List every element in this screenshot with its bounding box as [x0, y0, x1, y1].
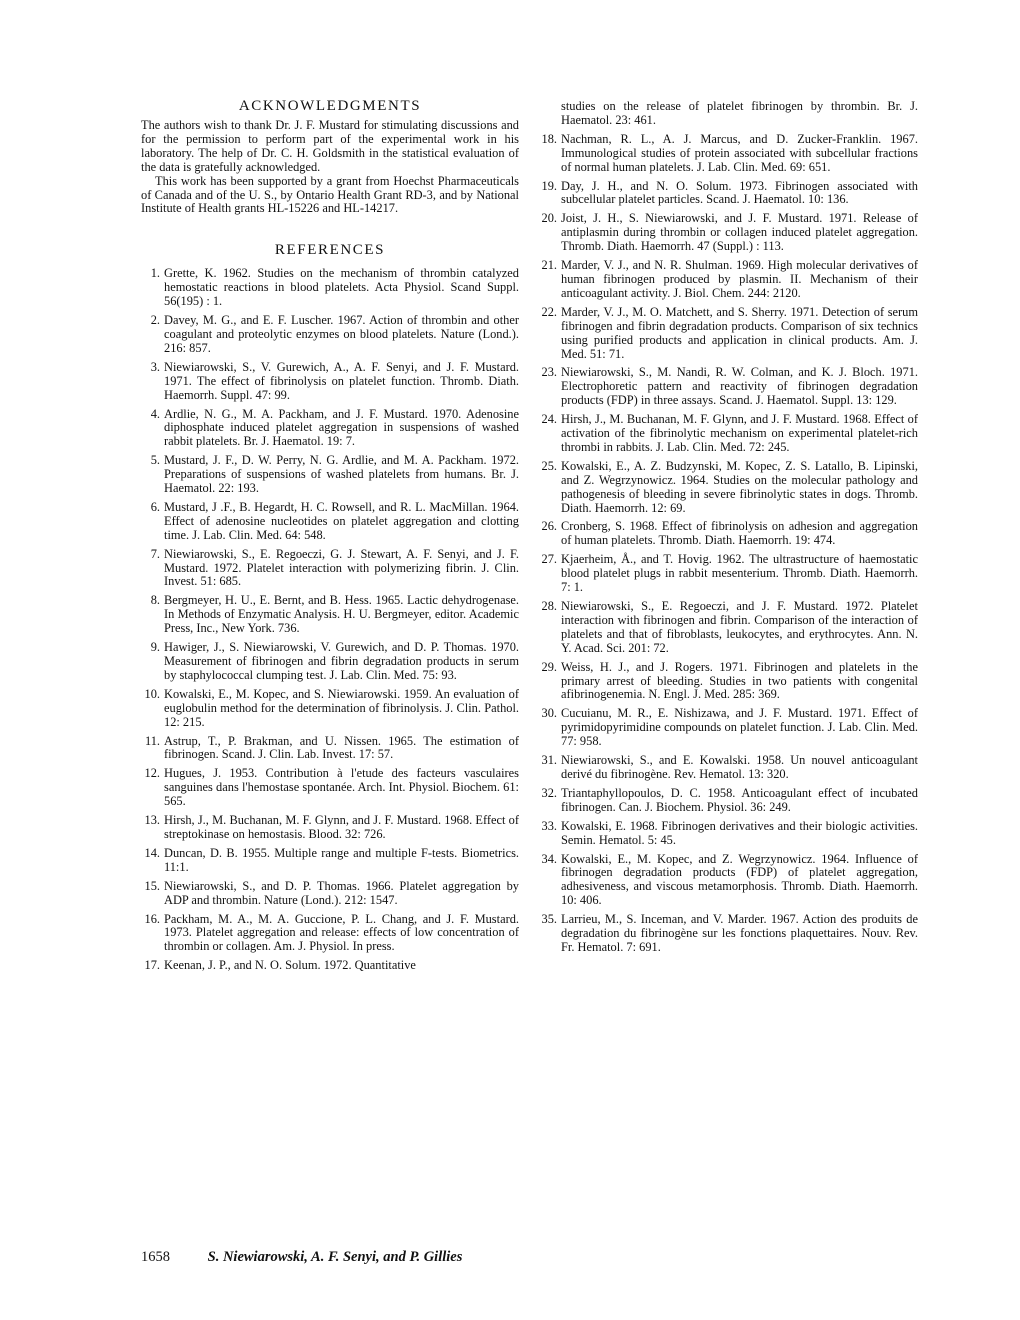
- reference-item: [141, 959, 519, 973]
- page-number: 1658: [141, 1249, 170, 1265]
- reference-list-left: [141, 267, 519, 973]
- reference-number: 22.: [541, 304, 557, 319]
- reference-text: Kjaerheim, Å., and T. Hovig. 1962. The ultrastructure of haemostatic blood platelet plugs in rabbit mesenterium. Thromb. Diath. Haemorrh. 7: 1.: [561, 552, 918, 595]
- reference-number: 5.: [150, 453, 160, 468]
- reference-item: [141, 688, 519, 730]
- reference-number: 33.: [541, 818, 557, 833]
- reference-text: Weiss, H. J., and J. Rogers. 1971. Fibrinogen and platelets in the primary arrest of bleeding. Studies in two patients with congenital afibrinogenemia. N. Engl. J. Med. 285: 369.: [561, 659, 918, 702]
- reference-number: 30.: [541, 706, 557, 721]
- reference-item: [141, 913, 519, 955]
- reference-number: 31.: [541, 753, 557, 768]
- reference-item: [141, 267, 519, 309]
- reference-text: Hirsh, J., M. Buchanan, M. F. Glynn, and J. F. Mustard. 1968. Effect of streptokinase on hemostasis. Blood. 32: 726.: [164, 813, 519, 841]
- reference-item: [141, 548, 519, 590]
- left-column: [141, 98, 519, 978]
- reference-number: 14.: [144, 845, 160, 860]
- reference-text: Kowalski, E., M. Kopec, and Z. Wegrzynowicz. 1964. Influence of fibrinogen degradation products (FDP) of platelet aggregation, adhesiveness, and viscous metamorphosis. Thromb. Diath. Haemorrh. 10: 406.: [561, 851, 918, 908]
- reference-text: Packham, M. A., M. A. Guccione, P. L. Chang, and J. F. Mustard. 1973. Platelet aggregation and release: effects of low concentration of thrombin or collagen. Am. J. Physiol. In press.: [164, 911, 519, 954]
- reference-number: 11.: [144, 733, 160, 748]
- reference-number: 28.: [541, 599, 557, 613]
- reference-text: Niewiarowski, S., M. Nandi, R. W. Colman, and K. J. Bloch. 1971. Electrophoretic pattern and reactivity of fibrinogen degradation products (FDP) in three assays. Scand. J. Haematol. Suppl. 13: 129.: [561, 365, 918, 408]
- reference-number: 21.: [541, 258, 557, 273]
- reference-text: Niewiarowski, S., and D. P. Thomas. 1966. Platelet aggregation by ADP and thrombin. Nature (Lond.). 212: 1547.: [164, 878, 519, 907]
- reference-number: 8.: [150, 593, 160, 608]
- reference-number: 24.: [541, 412, 557, 427]
- reference-item: [538, 820, 918, 848]
- reference-item: [538, 787, 918, 815]
- reference-item: [141, 880, 519, 908]
- reference-item: [538, 913, 918, 955]
- reference-number: 4.: [150, 406, 160, 421]
- right-column: [538, 100, 918, 960]
- reference-text: Astrup, T., P. Brakman, and U. Nissen. 1965. The estimation of fibrinogen. Scand. J. Clin. Lab. Invest. 17: 57.: [164, 733, 519, 762]
- acknowledgments-heading: ACKNOWLEDGMENTS: [238, 98, 422, 114]
- reference-item: [538, 306, 918, 362]
- acknowledgments-paragraph: The authors wish to thank Dr. J. F. Mustard for stimulating discussions and for the permission to perform part of the experimental work in his laboratory. The help of Dr. C. H. Goldsmith in the statistical evaluation of the data is gratefully acknowledged.: [141, 118, 519, 174]
- reference-text: Grette, K. 1962. Studies on the mechanism of thrombin catalyzed hemostatic reactions in blood platelets. Acta Physiol. Scand Suppl. 56(195) : 1.: [164, 266, 519, 309]
- reference-item: [141, 361, 519, 403]
- reference-item: [141, 408, 519, 450]
- reference-text: Marder, V. J., and N. R. Shulman. 1969. High molecular derivatives of human fibrinogen produced by plasmin. II. Mechanism of their anticoagulant activity. J. Biol. Chem. 244: 2120.: [561, 258, 918, 300]
- reference-item: [538, 600, 918, 656]
- reference-number: 23.: [541, 365, 557, 380]
- reference-item: [141, 314, 519, 356]
- reference-text: Mustard, J .F., B. Hegardt, H. C. Rowsell, and R. L. MacMillan. 1964. Effect of adenosine nucleotides on platelet aggregation and clotting time. J. Lab. Clin. Med. 64: 548.: [164, 499, 519, 542]
- reference-text: Kowalski, E., A. Z. Budzynski, M. Kopec, Z. S. Latallo, B. Lipinski, and Z. Wegrzynowicz. 1964. Studies on the molecular pathology and pathogenesis of bleeding in severe fibrinolytic states in dogs. Thromb. Diath. Haemorrh. 12: 69.: [561, 458, 918, 515]
- reference-number: 7.: [150, 546, 160, 561]
- reference-item: [538, 259, 918, 301]
- reference-number: 10.: [144, 686, 160, 701]
- reference-text: Cucuianu, M. R., E. Nishizawa, and J. F. Mustard. 1971. Effect of pyrimidopyrimidine compounds on platelet function. J. Lab. Clin. Med. 77: 958.: [561, 706, 918, 749]
- running-authors: S. Niewiarowski, A. F. Senyi, and P. Gillies: [207, 1249, 463, 1265]
- reference-number: 17.: [144, 958, 160, 973]
- reference-item: [538, 553, 918, 595]
- reference-number: 35.: [541, 912, 557, 927]
- reference-item: [141, 641, 519, 683]
- reference-number: 34.: [541, 851, 557, 866]
- reference-item: [538, 853, 918, 909]
- reference-text: Ardlie, N. G., M. A. Packham, and J. F. Mustard. 1970. Adenosine diphosphate induced platelet aggregation in suspensions of washed rabbit platelets. Br. J. Haematol. 19: 7.: [164, 406, 519, 449]
- funding-paragraph: This work has been supported by a grant from Hoechst Pharmaceuticals of Canada and of the U. S., by Ontario Health Grant RD-3, and by National Institute of Health grants HL-15226 and HL-14217.: [141, 173, 519, 216]
- reference-number: 20.: [541, 211, 557, 226]
- reference-text: Hawiger, J., S. Niewiarowski, V. Gurewich, and D. P. Thomas. 1970. Measurement of fibrinogen and fibrin degradation products in serum by staphylococcal clumping test. J. Lab. Clin. Med. 75: 93.: [164, 640, 519, 682]
- reference-item: [141, 501, 519, 543]
- reference-number: 13.: [144, 813, 160, 828]
- reference-item: [538, 180, 918, 208]
- reference-item: [538, 661, 918, 703]
- reference-number: 12.: [144, 766, 160, 781]
- reference-item: [141, 735, 519, 763]
- reference-number: 18.: [541, 131, 557, 146]
- reference-list-right: [538, 133, 918, 955]
- reference-item: [538, 366, 918, 408]
- references-heading: REFERENCES: [274, 242, 386, 259]
- reference-text: Day, J. H., and N. O. Solum. 1973. Fibrinogen associated with subcellular platelet particles. Scand. J. Haematol. 10: 136.: [561, 178, 918, 207]
- reference-text: Duncan, D. B. 1955. Multiple range and multiple F-tests. Biometrics. 11:1.: [164, 845, 519, 874]
- reference-item: [141, 847, 519, 875]
- reference-number: 9.: [150, 640, 160, 655]
- reference-item: [538, 707, 918, 749]
- reference-item: [141, 814, 519, 842]
- reference-text: Marder, V. J., M. O. Matchett, and S. Sherry. 1971. Detection of serum fibrinogen and fibrin degradation products. Comparison of six technics using purified products and application in clinical products. Am. J. Med. 51: 71.: [561, 304, 918, 361]
- reference-text: Niewiarowski, S., E. Regoeczi, G. J. Stewart, A. F. Senyi, and J. F. Mustard. 1972. Platelet interaction with polymerizing fibrin. J. Clin. Invest. 51: 685.: [164, 546, 519, 589]
- reference-text: Nachman, R. L., A. J. Marcus, and D. Zucker-Franklin. 1967. Immunological studies of protein associated with subcellular fractions of normal human platelets. J. Lab. Clin. Med. 69: 651.: [561, 131, 918, 174]
- reference-text: Larrieu, M., S. Inceman, and V. Marder. 1967. Action des produits de degradation du fibrinogène sur les fonctions plaquettaires. Nouv. Rev. Fr. Hematol. 7: 691.: [561, 912, 918, 954]
- reference-number: 27.: [541, 552, 557, 567]
- reference-text: Niewiarowski, S., and E. Kowalski. 1958. Un nouvel anticoagulant derivé du fibrinogène. Rev. Hematol. 13: 320.: [561, 753, 918, 781]
- reference-item: [538, 212, 918, 254]
- reference-number: 19.: [541, 178, 557, 193]
- reference-text: Bergmeyer, H. U., E. Bernt, and B. Hess. 1965. Lactic dehydrogenase. In Methods of Enzymatic Analysis. H. U. Bergmeyer, editor. Academic Press, Inc., New York. 736.: [164, 593, 519, 636]
- reference-item: [141, 454, 519, 496]
- reference-text: Kowalski, E., M. Kopec, and S. Niewiarowski. 1959. An evaluation of euglobulin method for the determination of fibrinolysis. J. Clin. Pathol. 12: 215.: [164, 686, 519, 729]
- reference-number: 16.: [144, 911, 160, 926]
- reference-text: Joist, J. H., S. Niewiarowski, and J. F. Mustard. 1971. Release of antiplasmin during thrombin or collagen induced platelet aggregation. Thromb. Diath. Haemorrh. 47 (Suppl.) : 113.: [561, 211, 918, 254]
- reference-item: [141, 594, 519, 636]
- reference-number: 29.: [541, 659, 557, 674]
- reference-text: Keenan, J. P., and N. O. Solum. 1972. Quantitative: [164, 958, 416, 973]
- reference-number: 1.: [150, 266, 160, 281]
- reference-text: Kowalski, E. 1968. Fibrinogen derivatives and their biologic activities. Semin. Hematol. 5: 45.: [561, 818, 918, 847]
- reference-text: Triantaphyllopoulos, D. C. 1958. Anticoagulant effect of incubated fibrinogen. Can. J. Biochem. Physiol. 36: 249.: [561, 785, 918, 814]
- reference-text: Hirsh, J., M. Buchanan, M. F. Glynn, and J. F. Mustard. 1968. Effect of activation of the fibrinolytic mechanism on experimental platelet-rich thrombi in rabbits. J. Lab. Clin. Med. 72: 245.: [561, 412, 918, 454]
- reference-item: [538, 413, 918, 455]
- reference-item: [538, 460, 918, 516]
- reference-item: [538, 133, 918, 175]
- reference-number: 3.: [150, 359, 160, 374]
- reference-number: 6.: [150, 499, 160, 514]
- reference-number: 15.: [144, 878, 160, 893]
- reference-number: 25.: [541, 458, 557, 473]
- reference-text: Cronberg, S. 1968. Effect of fibrinolysis on adhesion and aggregation of human platelets. Thromb. Diath. Haemorrh. 19: 474.: [561, 519, 918, 548]
- reference-text: Hugues, J. 1953. Contribution à l'etude des facteurs vasculaires sanguines dans l'hemostase spontanée. Arch. Int. Physiol. Biochem. 61: 565.: [164, 766, 519, 809]
- reference-item: [141, 767, 519, 809]
- reference-text: Mustard, J. F., D. W. Perry, N. G. Ardlie, and M. A. Packham. 1972. Preparations of suspensions of washed platelets from humans. Br. J. Haematol. 22: 193.: [164, 453, 519, 496]
- reference-number: 2.: [150, 313, 160, 328]
- page-footer: [141, 1249, 462, 1266]
- reference-number: 32.: [541, 785, 557, 800]
- reference-text: Davey, M. G., and E. F. Luscher. 1967. Action of thrombin and other coagulant and proteolytic enzymes on blood platelets. Nature (Lond.). 216: 857.: [164, 313, 519, 355]
- reference-text: Niewiarowski, S., V. Gurewich, A., A. F. Senyi, and J. F. Mustard. 1971. The effect of fibrinolysis on platelet function. Thromb. Diath. Haemorrh. Suppl. 47: 99.: [164, 359, 519, 402]
- reference-continuation: studies on the release of platelet fibrinogen by thrombin. Br. J. Haematol. 23: 461.: [561, 99, 918, 127]
- reference-item: [538, 520, 918, 548]
- reference-text: Niewiarowski, S., E. Regoeczi, and J. F. Mustard. 1972. Platelet interaction with fibrinogen and fibrin. Comparison of the interaction of platelets and that of fibroblasts, leukocytes, and erythrocytes. Ann. N. Y. Acad. Sci. 201: 72.: [561, 599, 918, 655]
- reference-item: [538, 754, 918, 782]
- reference-number: 26.: [541, 519, 557, 534]
